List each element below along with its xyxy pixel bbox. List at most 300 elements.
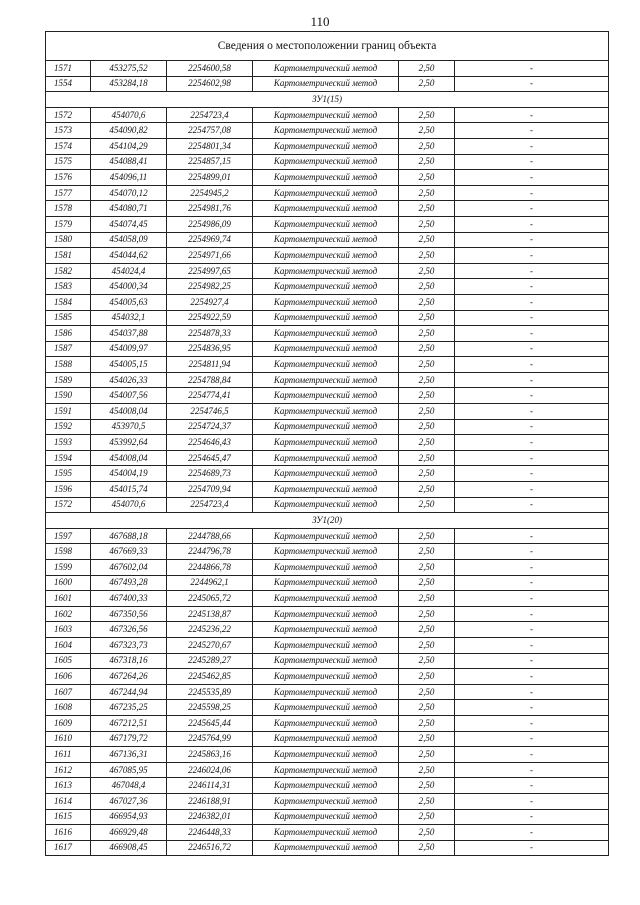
x-coordinate-cell: 466929,48 (91, 825, 167, 841)
y-coordinate-cell: 2254981,76 (167, 201, 253, 217)
y-coordinate-cell: 2254811,94 (167, 357, 253, 373)
accuracy-cell: 2,50 (399, 731, 455, 747)
table-row (46, 341, 609, 357)
point-number-cell: 1584 (46, 294, 91, 310)
accuracy-cell: 2,50 (399, 840, 455, 856)
accuracy-cell: 2,50 (399, 341, 455, 357)
y-coordinate-cell: 2254724,37 (167, 419, 253, 435)
x-coordinate-cell: 454037,88 (91, 326, 167, 342)
note-cell: - (455, 185, 609, 201)
method-cell: Картометрический метод (253, 560, 399, 576)
y-coordinate-cell: 2245764,99 (167, 731, 253, 747)
y-coordinate-cell: 2254757,08 (167, 123, 253, 139)
note-cell: - (455, 450, 609, 466)
method-cell: Картометрический метод (253, 778, 399, 794)
table-row (46, 294, 609, 310)
y-coordinate-cell: 2254922,59 (167, 310, 253, 326)
accuracy-cell: 2,50 (399, 669, 455, 685)
accuracy-cell: 2,50 (399, 450, 455, 466)
accuracy-cell: 2,50 (399, 622, 455, 638)
note-cell: - (455, 466, 609, 482)
accuracy-cell: 2,50 (399, 684, 455, 700)
method-cell: Картометрический метод (253, 76, 399, 92)
point-number-cell: 1574 (46, 138, 91, 154)
method-cell: Картометрический метод (253, 762, 399, 778)
accuracy-cell: 2,50 (399, 435, 455, 451)
accuracy-cell: 2,50 (399, 762, 455, 778)
method-cell: Картометрический метод (253, 497, 399, 513)
x-coordinate-cell: 454009,97 (91, 341, 167, 357)
note-cell: - (455, 715, 609, 731)
note-cell: - (455, 762, 609, 778)
y-coordinate-cell: 2244962,1 (167, 575, 253, 591)
accuracy-cell: 2,50 (399, 793, 455, 809)
table-row (46, 185, 609, 201)
table-row (46, 762, 609, 778)
accuracy-cell: 2,50 (399, 715, 455, 731)
point-number-cell: 1608 (46, 700, 91, 716)
method-cell: Картометрический метод (253, 450, 399, 466)
x-coordinate-cell: 454104,29 (91, 138, 167, 154)
y-coordinate-cell: 2254602,98 (167, 76, 253, 92)
note-cell: - (455, 700, 609, 716)
table-row (46, 622, 609, 638)
x-coordinate-cell: 466954,93 (91, 809, 167, 825)
note-cell: - (455, 326, 609, 342)
note-cell: - (455, 216, 609, 232)
method-cell: Картометрический метод (253, 840, 399, 856)
point-number-cell: 1607 (46, 684, 91, 700)
note-cell: - (455, 138, 609, 154)
accuracy-cell: 2,50 (399, 294, 455, 310)
point-number-cell: 1576 (46, 170, 91, 186)
y-coordinate-cell: 2254878,33 (167, 326, 253, 342)
y-coordinate-cell: 2254945,2 (167, 185, 253, 201)
x-coordinate-cell: 467048,4 (91, 778, 167, 794)
table-row (46, 419, 609, 435)
table-row (46, 637, 609, 653)
accuracy-cell: 2,50 (399, 357, 455, 373)
x-coordinate-cell: 454070,6 (91, 497, 167, 513)
method-cell: Картометрический метод (253, 357, 399, 373)
point-number-cell: 1590 (46, 388, 91, 404)
x-coordinate-cell: 454005,15 (91, 357, 167, 373)
x-coordinate-cell: 454008,04 (91, 404, 167, 420)
table-row (46, 201, 609, 217)
x-coordinate-cell: 467350,56 (91, 606, 167, 622)
y-coordinate-cell: 2254746,5 (167, 404, 253, 420)
point-number-cell: 1554 (46, 76, 91, 92)
x-coordinate-cell: 453284,18 (91, 76, 167, 92)
note-cell: - (455, 731, 609, 747)
method-cell: Картометрический метод (253, 248, 399, 264)
note-cell: - (455, 840, 609, 856)
point-number-cell: 1610 (46, 731, 91, 747)
x-coordinate-cell: 453275,52 (91, 61, 167, 77)
note-cell: - (455, 279, 609, 295)
x-coordinate-cell: 453992,64 (91, 435, 167, 451)
x-coordinate-cell: 467318,16 (91, 653, 167, 669)
x-coordinate-cell: 454026,33 (91, 372, 167, 388)
table-row (46, 216, 609, 232)
y-coordinate-cell: 2246114,31 (167, 778, 253, 794)
table-row (46, 154, 609, 170)
point-number-cell: 1596 (46, 482, 91, 498)
method-cell: Картометрический метод (253, 232, 399, 248)
note-cell: - (455, 248, 609, 264)
x-coordinate-cell: 467085,95 (91, 762, 167, 778)
table-row (46, 138, 609, 154)
table-row (46, 357, 609, 373)
point-number-cell: 1617 (46, 840, 91, 856)
table-row (46, 544, 609, 560)
note-cell: - (455, 809, 609, 825)
y-coordinate-cell: 2245138,87 (167, 606, 253, 622)
accuracy-cell: 2,50 (399, 388, 455, 404)
method-cell: Картометрический метод (253, 404, 399, 420)
table-row (46, 747, 609, 763)
note-cell: - (455, 201, 609, 217)
method-cell: Картометрический метод (253, 263, 399, 279)
accuracy-cell: 2,50 (399, 747, 455, 763)
accuracy-cell: 2,50 (399, 123, 455, 139)
note-cell: - (455, 123, 609, 139)
point-number-cell: 1572 (46, 107, 91, 123)
method-cell: Картометрический метод (253, 466, 399, 482)
point-number-cell: 1571 (46, 61, 91, 77)
y-coordinate-cell: 2245462,85 (167, 669, 253, 685)
accuracy-cell: 2,50 (399, 778, 455, 794)
y-coordinate-cell: 2246024,06 (167, 762, 253, 778)
x-coordinate-cell: 454004,19 (91, 466, 167, 482)
method-cell: Картометрический метод (253, 669, 399, 685)
y-coordinate-cell: 2254801,34 (167, 138, 253, 154)
accuracy-cell: 2,50 (399, 606, 455, 622)
table-row (46, 528, 609, 544)
note-cell: - (455, 560, 609, 576)
table-row (46, 591, 609, 607)
accuracy-cell: 2,50 (399, 232, 455, 248)
point-number-cell: 1601 (46, 591, 91, 607)
point-number-cell: 1575 (46, 154, 91, 170)
x-coordinate-cell: 454058,09 (91, 232, 167, 248)
x-coordinate-cell: 454032,1 (91, 310, 167, 326)
table-row (46, 497, 609, 513)
method-cell: Картометрический метод (253, 123, 399, 139)
point-number-cell: 1585 (46, 310, 91, 326)
y-coordinate-cell: 2254709,94 (167, 482, 253, 498)
note-cell: - (455, 747, 609, 763)
point-number-cell: 1588 (46, 357, 91, 373)
table-row (46, 606, 609, 622)
accuracy-cell: 2,50 (399, 497, 455, 513)
method-cell: Картометрический метод (253, 684, 399, 700)
note-cell: - (455, 294, 609, 310)
table-title: Сведения о местоположении границ объекта (46, 32, 609, 61)
y-coordinate-cell: 2254689,73 (167, 466, 253, 482)
method-cell: Картометрический метод (253, 809, 399, 825)
method-cell: Картометрический метод (253, 622, 399, 638)
point-number-cell: 1603 (46, 622, 91, 638)
note-cell: - (455, 388, 609, 404)
accuracy-cell: 2,50 (399, 216, 455, 232)
accuracy-cell: 2,50 (399, 248, 455, 264)
note-cell: - (455, 341, 609, 357)
method-cell: Картометрический метод (253, 170, 399, 186)
accuracy-cell: 2,50 (399, 419, 455, 435)
method-cell: Картометрический метод (253, 544, 399, 560)
method-cell: Картометрический метод (253, 107, 399, 123)
note-cell: - (455, 684, 609, 700)
accuracy-cell: 2,50 (399, 279, 455, 295)
point-number-cell: 1573 (46, 123, 91, 139)
accuracy-cell: 2,50 (399, 76, 455, 92)
method-cell: Картометрический метод (253, 825, 399, 841)
method-cell: Картометрический метод (253, 653, 399, 669)
x-coordinate-cell: 467400,33 (91, 591, 167, 607)
y-coordinate-cell: 2254600,58 (167, 61, 253, 77)
method-cell: Картометрический метод (253, 294, 399, 310)
boundary-table-sheet (45, 31, 608, 856)
point-number-cell: 1605 (46, 653, 91, 669)
method-cell: Картометрический метод (253, 341, 399, 357)
accuracy-cell: 2,50 (399, 201, 455, 217)
accuracy-cell: 2,50 (399, 61, 455, 77)
table-row (46, 279, 609, 295)
table-row (46, 388, 609, 404)
note-cell: - (455, 76, 609, 92)
table-row (46, 653, 609, 669)
y-coordinate-cell: 2246188,91 (167, 793, 253, 809)
note-cell: - (455, 372, 609, 388)
method-cell: Картометрический метод (253, 372, 399, 388)
accuracy-cell: 2,50 (399, 138, 455, 154)
y-coordinate-cell: 2245065,72 (167, 591, 253, 607)
x-coordinate-cell: 453970,5 (91, 419, 167, 435)
note-cell: - (455, 653, 609, 669)
note-cell: - (455, 622, 609, 638)
point-number-cell: 1611 (46, 747, 91, 763)
table-row (46, 372, 609, 388)
x-coordinate-cell: 467688,18 (91, 528, 167, 544)
point-number-cell: 1594 (46, 450, 91, 466)
y-coordinate-cell: 2244866,78 (167, 560, 253, 576)
y-coordinate-cell: 2245598,25 (167, 700, 253, 716)
table-row (46, 793, 609, 809)
accuracy-cell: 2,50 (399, 310, 455, 326)
method-cell: Картометрический метод (253, 388, 399, 404)
point-number-cell: 1599 (46, 560, 91, 576)
table-row (46, 482, 609, 498)
point-number-cell: 1583 (46, 279, 91, 295)
point-number-cell: 1615 (46, 809, 91, 825)
table-row (46, 310, 609, 326)
y-coordinate-cell: 2254899,01 (167, 170, 253, 186)
x-coordinate-cell: 454007,56 (91, 388, 167, 404)
note-cell: - (455, 591, 609, 607)
y-coordinate-cell: 2245270,67 (167, 637, 253, 653)
accuracy-cell: 2,50 (399, 185, 455, 201)
note-cell: - (455, 154, 609, 170)
point-number-cell: 1595 (46, 466, 91, 482)
accuracy-cell: 2,50 (399, 466, 455, 482)
y-coordinate-cell: 2245863,16 (167, 747, 253, 763)
method-cell: Картометрический метод (253, 201, 399, 217)
x-coordinate-cell: 454096,11 (91, 170, 167, 186)
x-coordinate-cell: 454024,4 (91, 263, 167, 279)
y-coordinate-cell: 2254645,47 (167, 450, 253, 466)
point-number-cell: 1592 (46, 419, 91, 435)
table-row (46, 76, 609, 92)
point-number-cell: 1581 (46, 248, 91, 264)
x-coordinate-cell: 467602,04 (91, 560, 167, 576)
point-number-cell: 1593 (46, 435, 91, 451)
y-coordinate-cell: 2245236,22 (167, 622, 253, 638)
method-cell: Картометрический метод (253, 715, 399, 731)
table-row (46, 170, 609, 186)
x-coordinate-cell: 466908,45 (91, 840, 167, 856)
accuracy-cell: 2,50 (399, 154, 455, 170)
method-cell: Картометрический метод (253, 700, 399, 716)
table-row (46, 435, 609, 451)
x-coordinate-cell: 454000,34 (91, 279, 167, 295)
table-row (46, 450, 609, 466)
y-coordinate-cell: 2254969,74 (167, 232, 253, 248)
accuracy-cell: 2,50 (399, 170, 455, 186)
note-cell: - (455, 669, 609, 685)
y-coordinate-cell: 2254927,4 (167, 294, 253, 310)
accuracy-cell: 2,50 (399, 372, 455, 388)
method-cell: Картометрический метод (253, 637, 399, 653)
y-coordinate-cell: 2244788,66 (167, 528, 253, 544)
x-coordinate-cell: 467264,26 (91, 669, 167, 685)
method-cell: Картометрический метод (253, 793, 399, 809)
y-coordinate-cell: 2254986,09 (167, 216, 253, 232)
table-row (46, 232, 609, 248)
point-number-cell: 1612 (46, 762, 91, 778)
x-coordinate-cell: 467212,51 (91, 715, 167, 731)
method-cell: Картометрический метод (253, 138, 399, 154)
accuracy-cell: 2,50 (399, 637, 455, 653)
point-number-cell: 1598 (46, 544, 91, 560)
method-cell: Картометрический метод (253, 154, 399, 170)
y-coordinate-cell: 2246382,01 (167, 809, 253, 825)
note-cell: - (455, 310, 609, 326)
point-number-cell: 1613 (46, 778, 91, 794)
note-cell: - (455, 637, 609, 653)
accuracy-cell: 2,50 (399, 809, 455, 825)
method-cell: Картометрический метод (253, 185, 399, 201)
accuracy-cell: 2,50 (399, 591, 455, 607)
accuracy-cell: 2,50 (399, 560, 455, 576)
y-coordinate-cell: 2244796,78 (167, 544, 253, 560)
x-coordinate-cell: 454074,45 (91, 216, 167, 232)
x-coordinate-cell: 467244,94 (91, 684, 167, 700)
point-number-cell: 1580 (46, 232, 91, 248)
x-coordinate-cell: 454044,62 (91, 248, 167, 264)
point-number-cell: 1609 (46, 715, 91, 731)
x-coordinate-cell: 467179,72 (91, 731, 167, 747)
accuracy-cell: 2,50 (399, 700, 455, 716)
page-number: 110 (310, 14, 330, 29)
note-cell: - (455, 404, 609, 420)
point-number-cell: 1589 (46, 372, 91, 388)
table-row (46, 466, 609, 482)
x-coordinate-cell: 467027,36 (91, 793, 167, 809)
note-cell: - (455, 482, 609, 498)
table-row (46, 840, 609, 856)
y-coordinate-cell: 2254971,66 (167, 248, 253, 264)
x-coordinate-cell: 454070,6 (91, 107, 167, 123)
note-cell: - (455, 825, 609, 841)
point-number-cell: 1587 (46, 341, 91, 357)
note-cell: - (455, 61, 609, 77)
note-cell: - (455, 435, 609, 451)
x-coordinate-cell: 454090,82 (91, 123, 167, 139)
method-cell: Картометрический метод (253, 326, 399, 342)
method-cell: Картометрический метод (253, 575, 399, 591)
point-number-cell: 1578 (46, 201, 91, 217)
y-coordinate-cell: 2246516,72 (167, 840, 253, 856)
boundary-coordinates-table (45, 31, 609, 856)
y-coordinate-cell: 2254723,4 (167, 497, 253, 513)
method-cell: Картометрический метод (253, 482, 399, 498)
method-cell: Картометрический метод (253, 216, 399, 232)
section-label: ЗУ1(20) (46, 513, 609, 529)
x-coordinate-cell: 467235,25 (91, 700, 167, 716)
accuracy-cell: 2,50 (399, 528, 455, 544)
x-coordinate-cell: 454070,12 (91, 185, 167, 201)
point-number-cell: 1602 (46, 606, 91, 622)
note-cell: - (455, 232, 609, 248)
y-coordinate-cell: 2246448,33 (167, 825, 253, 841)
point-number-cell: 1591 (46, 404, 91, 420)
method-cell: Картометрический метод (253, 591, 399, 607)
section-label: ЗУ1(15) (46, 92, 609, 108)
note-cell: - (455, 497, 609, 513)
section-header-row (46, 513, 609, 529)
note-cell: - (455, 575, 609, 591)
note-cell: - (455, 544, 609, 560)
point-number-cell: 1582 (46, 263, 91, 279)
note-cell: - (455, 107, 609, 123)
x-coordinate-cell: 467669,33 (91, 544, 167, 560)
method-cell: Картометрический метод (253, 279, 399, 295)
note-cell: - (455, 778, 609, 794)
table-row (46, 731, 609, 747)
point-number-cell: 1577 (46, 185, 91, 201)
method-cell: Картометрический метод (253, 419, 399, 435)
note-cell: - (455, 606, 609, 622)
table-row (46, 61, 609, 77)
x-coordinate-cell: 454008,04 (91, 450, 167, 466)
note-cell: - (455, 263, 609, 279)
x-coordinate-cell: 454088,41 (91, 154, 167, 170)
y-coordinate-cell: 2254774,41 (167, 388, 253, 404)
method-cell: Картометрический метод (253, 747, 399, 763)
accuracy-cell: 2,50 (399, 263, 455, 279)
x-coordinate-cell: 467323,73 (91, 637, 167, 653)
x-coordinate-cell: 467493,28 (91, 575, 167, 591)
method-cell: Картометрический метод (253, 310, 399, 326)
note-cell: - (455, 357, 609, 373)
table-row (46, 684, 609, 700)
point-number-cell: 1600 (46, 575, 91, 591)
method-cell: Картометрический метод (253, 606, 399, 622)
table-row (46, 123, 609, 139)
table-row (46, 825, 609, 841)
point-number-cell: 1586 (46, 326, 91, 342)
